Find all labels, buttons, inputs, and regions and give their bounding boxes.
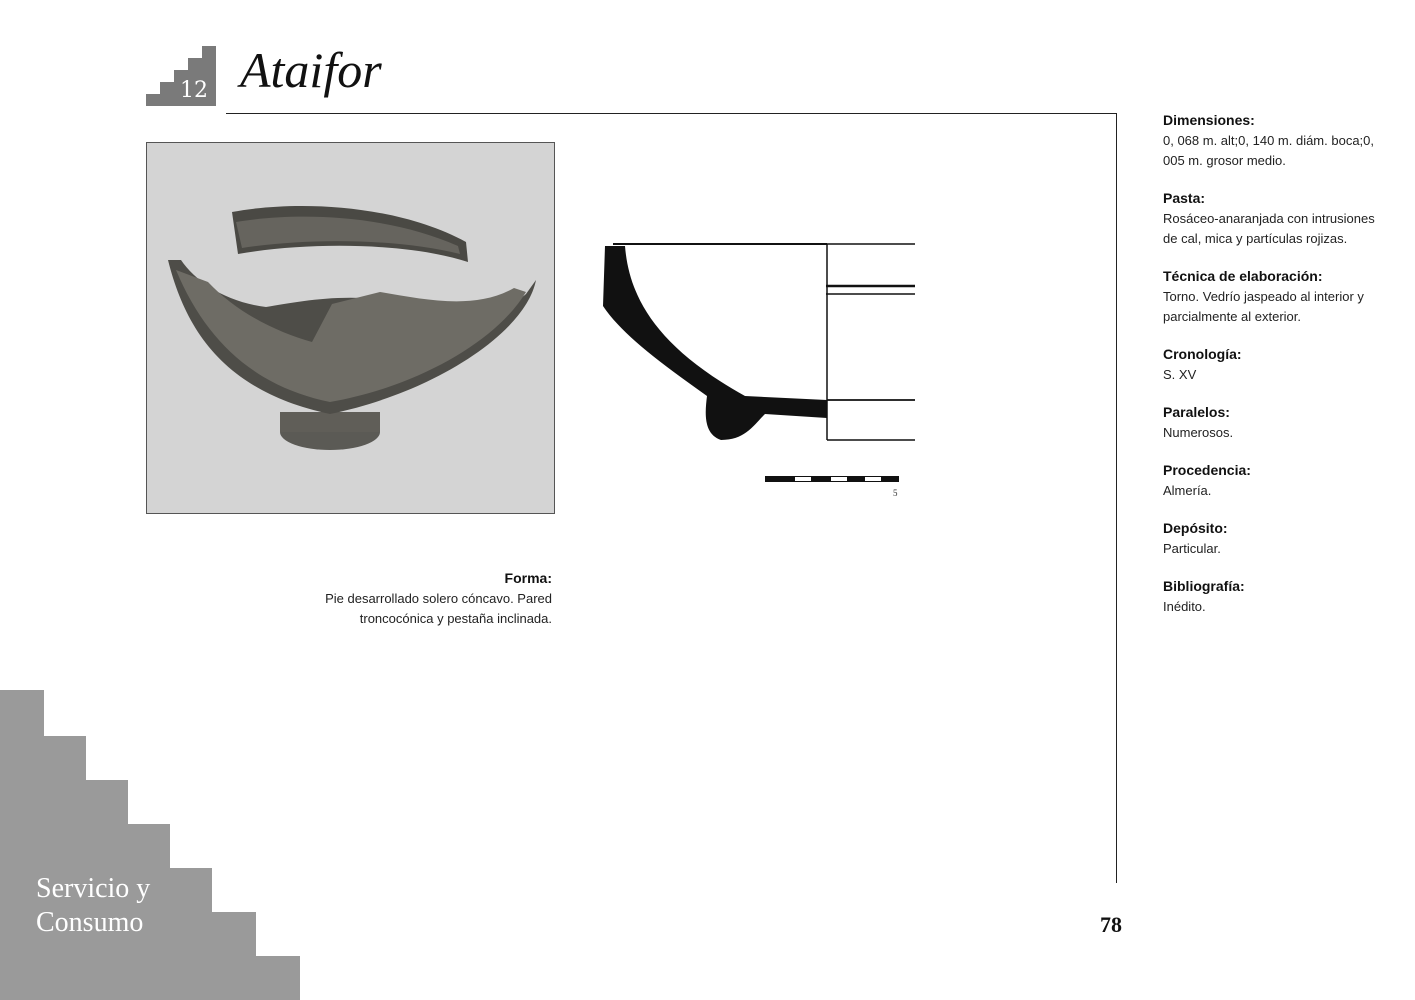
field-label: Dimensiones: [1163, 112, 1255, 128]
field-label: Procedencia: [1163, 462, 1251, 478]
field-paralelos [1163, 404, 1383, 443]
field-value: Rosáceo-anaranjada con intrusiones de cal, mica y partículas rojizas. [1163, 211, 1375, 246]
vessel-profile-drawing [595, 236, 915, 502]
section-title-line1: Servicio y [36, 873, 151, 904]
field-value: Almería. [1163, 483, 1212, 498]
field-value: Numerosos. [1163, 425, 1234, 440]
field-dimensiones [1163, 112, 1383, 171]
vessel-photo [146, 142, 555, 514]
title-divider [226, 113, 1117, 114]
page-number: 78 [1100, 912, 1122, 937]
field-pasta [1163, 190, 1383, 249]
field-label: Bibliografía: [1163, 578, 1245, 594]
field-procedencia [1163, 462, 1383, 501]
field-label: Depósito: [1163, 520, 1228, 536]
column-divider [1116, 113, 1117, 883]
forma-block [300, 570, 552, 629]
field-value: Torno. Vedrío jaspeado al interior y parcialmente al exterior. [1163, 289, 1364, 324]
field-tecnica [1163, 268, 1383, 327]
field-value: Inédito. [1163, 599, 1206, 614]
forma-text: Pie desarrollado solero cóncavo. Pared troncocónica y pestaña inclinada. [325, 591, 552, 626]
details-column [1163, 112, 1383, 636]
section-title-line2: Consumo [36, 907, 144, 938]
field-value: Particular. [1163, 541, 1221, 556]
catalog-number: 12 [180, 78, 208, 103]
field-bibliografia [1163, 578, 1383, 617]
section-stairs-icon [0, 690, 300, 1000]
field-label: Técnica de elaboración: [1163, 268, 1323, 284]
section-title [36, 872, 216, 940]
field-value: S. XV [1163, 367, 1197, 382]
field-deposito [1163, 520, 1383, 559]
page-title: Ataifor [240, 42, 382, 98]
field-value: 0, 068 m. alt;0, 140 m. diám. boca;0, 005 m. grosor medio. [1163, 133, 1375, 168]
scale-label: 5 [893, 488, 898, 498]
forma-label: Forma: [504, 570, 552, 586]
field-cronologia [1163, 346, 1383, 385]
field-label: Pasta: [1163, 190, 1206, 206]
field-label: Cronología: [1163, 346, 1242, 362]
field-label: Paralelos: [1163, 404, 1230, 420]
